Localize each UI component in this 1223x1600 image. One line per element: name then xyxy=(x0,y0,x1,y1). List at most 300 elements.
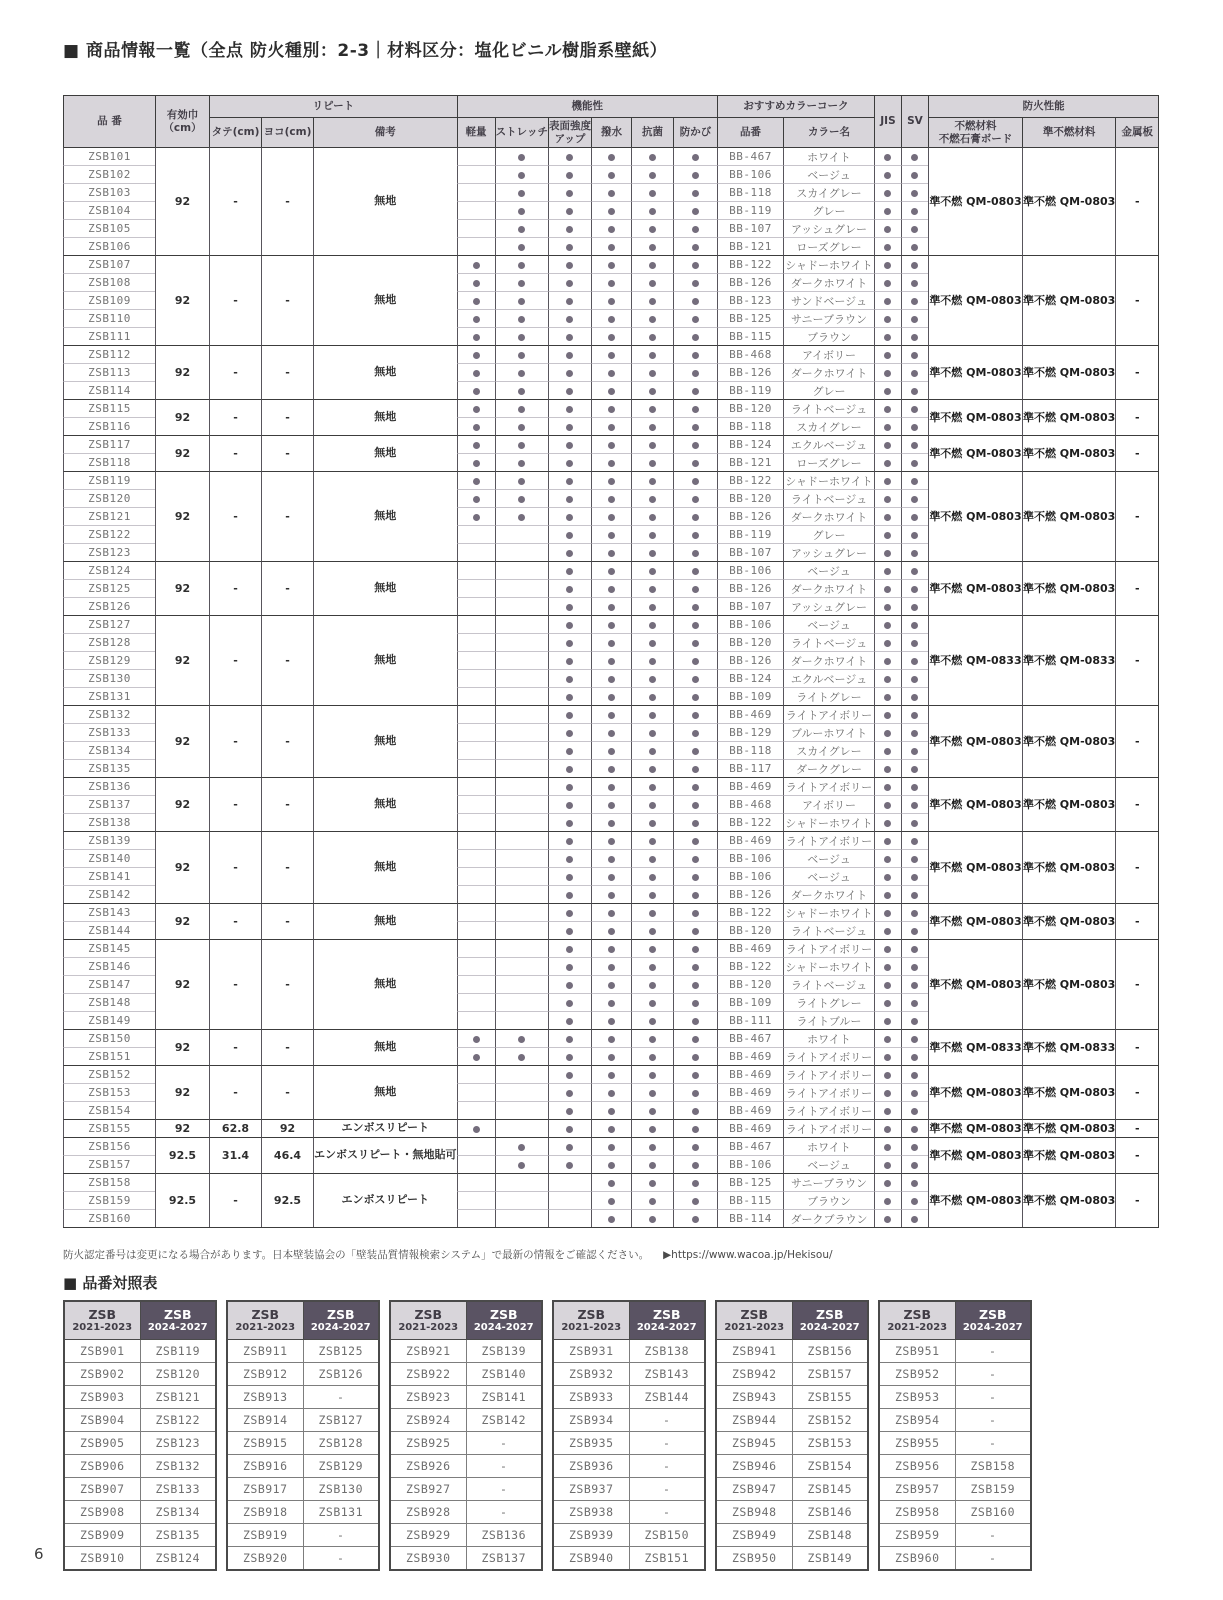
crossref-old-code: ZSB909 xyxy=(64,1524,140,1547)
feature-cell xyxy=(495,507,548,525)
feature-cell xyxy=(591,741,631,759)
feature-cell xyxy=(495,993,548,1011)
product-code-cell: ZSB140 xyxy=(63,849,155,867)
remarks-cell: 無地 xyxy=(313,471,457,561)
feature-dot xyxy=(692,1180,699,1187)
sv-cell xyxy=(901,435,928,453)
caulk-color-name-cell: アイボリー xyxy=(783,345,874,363)
feature-cell xyxy=(673,939,717,957)
crossref-new-code: ZSB145 xyxy=(792,1478,868,1501)
crossref-row xyxy=(879,1432,1031,1455)
feature-dot xyxy=(649,532,656,539)
feature-dot xyxy=(649,694,656,701)
effective-width-cell: 92 xyxy=(155,435,209,471)
product-code-cell: ZSB136 xyxy=(63,777,155,795)
crossref-header-new: ZSB 2024-2027 xyxy=(466,1301,542,1340)
sv-cell xyxy=(901,309,928,327)
hekisou-link[interactable]: ▶https://www.wacoa.jp/Hekisou/ xyxy=(663,1249,833,1261)
feature-cell xyxy=(673,1191,717,1209)
sv-cell xyxy=(901,1155,928,1173)
feature-dot xyxy=(692,1144,699,1151)
feature-dot xyxy=(649,622,656,629)
sv-cell xyxy=(901,687,928,705)
feature-dot xyxy=(692,316,699,323)
feature-cell xyxy=(673,147,717,165)
feature-dot xyxy=(649,550,656,557)
repeat-vertical-cell: - xyxy=(209,399,261,435)
crossref-row xyxy=(227,1501,379,1524)
jis-cell xyxy=(874,669,901,687)
effective-width-cell: 92 xyxy=(155,345,209,399)
feature-dot xyxy=(566,172,573,179)
crossref-header-old-line1: ZSB xyxy=(903,1307,932,1322)
feature-cell xyxy=(673,1137,717,1155)
product-code-cell: ZSB155 xyxy=(63,1119,155,1137)
feature-cell xyxy=(591,993,631,1011)
feature-cell xyxy=(591,147,631,165)
feature-dot xyxy=(566,226,573,233)
feature-dot xyxy=(692,622,699,629)
feature-cell xyxy=(548,507,591,525)
jis-dot xyxy=(884,838,891,845)
repeat-horizontal-cell: - xyxy=(261,705,313,777)
feature-cell xyxy=(673,435,717,453)
sv-dot xyxy=(911,1180,918,1187)
jis-cell xyxy=(874,975,901,993)
product-code-cell: ZSB107 xyxy=(63,255,155,273)
feature-dot xyxy=(518,1144,525,1151)
feature-cell xyxy=(495,1137,548,1155)
jis-cell xyxy=(874,579,901,597)
jis-dot xyxy=(884,784,891,791)
jis-dot xyxy=(884,1054,891,1061)
feature-cell xyxy=(495,831,548,849)
jis-cell xyxy=(874,597,901,615)
feature-dot xyxy=(518,388,525,395)
crossref-header-old-line1: ZSB xyxy=(88,1307,117,1322)
product-code-cell: ZSB143 xyxy=(63,903,155,921)
feature-cell xyxy=(495,327,548,345)
feature-dot xyxy=(566,892,573,899)
feature-cell xyxy=(673,633,717,651)
sv-cell xyxy=(901,1101,928,1119)
fire-noncombustible-cell: 準不燃 QM-0803 xyxy=(928,435,1022,471)
sv-dot xyxy=(911,910,918,917)
crossref-row xyxy=(716,1524,868,1547)
feature-cell xyxy=(495,687,548,705)
sv-dot xyxy=(911,190,918,197)
product-code-cell: ZSB122 xyxy=(63,525,155,543)
feature-dot xyxy=(649,838,656,845)
feature-dot xyxy=(518,1036,525,1043)
crossref-row xyxy=(879,1478,1031,1501)
caulk-code-cell: BB-469 xyxy=(717,777,783,795)
feature-cell xyxy=(673,273,717,291)
feature-cell xyxy=(591,309,631,327)
feature-dot xyxy=(473,262,480,269)
feature-cell xyxy=(631,795,673,813)
repeat-horizontal-cell: - xyxy=(261,345,313,399)
jis-cell xyxy=(874,1155,901,1173)
caulk-code-cell: BB-124 xyxy=(717,669,783,687)
feature-cell xyxy=(495,777,548,795)
feature-cell xyxy=(495,741,548,759)
caulk-color-name-cell: ホワイト xyxy=(783,1029,874,1047)
feature-cell xyxy=(548,903,591,921)
feature-dot xyxy=(649,964,656,971)
feature-cell xyxy=(631,777,673,795)
feature-cell xyxy=(631,273,673,291)
feature-cell xyxy=(631,363,673,381)
jis-dot xyxy=(884,676,891,683)
feature-cell xyxy=(495,759,548,777)
jis-dot xyxy=(884,334,891,341)
crossref-new-code: ZSB149 xyxy=(792,1547,868,1571)
feature-dot xyxy=(566,640,573,647)
feature-cell xyxy=(673,363,717,381)
feature-cell xyxy=(631,831,673,849)
feature-dot xyxy=(608,298,615,305)
jis-dot xyxy=(884,280,891,287)
crossref-row xyxy=(390,1455,542,1478)
feature-cell xyxy=(457,687,495,705)
feature-dot xyxy=(649,712,656,719)
product-row xyxy=(63,471,1158,489)
caulk-color-name-cell: ライトベージュ xyxy=(783,489,874,507)
feature-dot xyxy=(692,1054,699,1061)
crossref-row xyxy=(227,1363,379,1386)
feature-cell xyxy=(495,237,548,255)
sv-cell xyxy=(901,381,928,399)
feature-cell xyxy=(548,795,591,813)
feature-cell xyxy=(591,1173,631,1191)
crossref-header-old-line1: ZSB xyxy=(740,1307,769,1322)
feature-dot xyxy=(692,226,699,233)
caulk-code-cell: BB-129 xyxy=(717,723,783,741)
jis-dot xyxy=(884,874,891,881)
crossref-old-code: ZSB943 xyxy=(716,1386,792,1409)
feature-dot xyxy=(608,370,615,377)
feature-cell xyxy=(591,705,631,723)
crossref-old-code: ZSB942 xyxy=(716,1363,792,1386)
effective-width-cell: 92 xyxy=(155,903,209,939)
caulk-color-name-cell: ライトアイボリー xyxy=(783,1101,874,1119)
feature-cell xyxy=(495,597,548,615)
product-row xyxy=(63,1137,1158,1155)
effective-width-cell: 92 xyxy=(155,831,209,903)
feature-cell xyxy=(457,525,495,543)
feature-cell xyxy=(591,1155,631,1173)
product-code-cell: ZSB153 xyxy=(63,1083,155,1101)
product-code-cell: ZSB128 xyxy=(63,633,155,651)
fire-cert-footnote xyxy=(63,1247,833,1262)
sv-cell xyxy=(901,1083,928,1101)
feature-cell xyxy=(591,1137,631,1155)
feature-cell xyxy=(548,525,591,543)
jis-dot xyxy=(884,370,891,377)
fire-quasi-noncombustible-cell: 準不燃 QM-0803 xyxy=(1022,831,1115,903)
caulk-code-cell: BB-106 xyxy=(717,849,783,867)
caulk-code-cell: BB-469 xyxy=(717,1083,783,1101)
jis-dot xyxy=(884,910,891,917)
jis-cell xyxy=(874,525,901,543)
feature-cell xyxy=(673,849,717,867)
fire-metal-plate-cell: - xyxy=(1115,399,1158,435)
product-info-title: ■ 商品情報一覧（全点 防火種別：2-3｜材料区分：塩化ビニル樹脂系壁紙） xyxy=(63,41,668,61)
caulk-color-name-cell: ライトブルー xyxy=(783,1011,874,1029)
feature-cell xyxy=(673,471,717,489)
jis-cell xyxy=(874,741,901,759)
effective-width-cell: 92 xyxy=(155,255,209,345)
crossref-table xyxy=(878,1300,1032,1571)
feature-cell xyxy=(631,327,673,345)
caulk-color-name-cell: アッシュグレー xyxy=(783,219,874,237)
crossref-old-code: ZSB907 xyxy=(64,1478,140,1501)
sv-dot xyxy=(911,802,918,809)
feature-dot xyxy=(566,568,573,575)
jis-cell xyxy=(874,309,901,327)
feature-dot xyxy=(608,1216,615,1223)
caulk-color-name-cell: ホワイト xyxy=(783,1137,874,1155)
crossref-row xyxy=(553,1478,705,1501)
crossref-old-code: ZSB903 xyxy=(64,1386,140,1409)
feature-dot xyxy=(649,1054,656,1061)
sv-dot xyxy=(911,658,918,665)
crossref-old-code: ZSB921 xyxy=(390,1340,466,1363)
feature-cell xyxy=(495,489,548,507)
repeat-horizontal-cell: - xyxy=(261,147,313,255)
fire-metal-plate-cell: - xyxy=(1115,1029,1158,1065)
feature-cell xyxy=(673,957,717,975)
crossref-new-code: - xyxy=(303,1547,379,1571)
crossref-row xyxy=(716,1432,868,1455)
crossref-old-code: ZSB910 xyxy=(64,1547,140,1571)
crossref-row xyxy=(227,1340,379,1363)
caulk-code-cell: BB-119 xyxy=(717,525,783,543)
effective-width-cell: 92 xyxy=(155,399,209,435)
feature-dot xyxy=(473,388,480,395)
feature-cell xyxy=(457,885,495,903)
feature-cell xyxy=(631,1119,673,1137)
crossref-row xyxy=(553,1432,705,1455)
sv-dot xyxy=(911,532,918,539)
sv-cell xyxy=(901,1029,928,1047)
jis-cell xyxy=(874,1047,901,1065)
feature-cell xyxy=(673,507,717,525)
sv-dot xyxy=(911,244,918,251)
repeat-vertical-cell: - xyxy=(209,831,261,903)
sv-dot xyxy=(911,694,918,701)
feature-dot xyxy=(608,1072,615,1079)
jis-dot xyxy=(884,856,891,863)
product-row xyxy=(63,435,1158,453)
caulk-code-cell: BB-469 xyxy=(717,1119,783,1137)
feature-dot xyxy=(608,460,615,467)
crossref-new-code: ZSB137 xyxy=(466,1547,542,1571)
fire-noncombustible-cell: 準不燃 QM-0803 xyxy=(928,1065,1022,1119)
jis-cell xyxy=(874,705,901,723)
crossref-row xyxy=(227,1547,379,1571)
caulk-code-cell: BB-469 xyxy=(717,1101,783,1119)
crossref-old-code: ZSB934 xyxy=(553,1409,629,1432)
feature-cell xyxy=(548,147,591,165)
feature-cell xyxy=(591,273,631,291)
caulk-code-cell: BB-469 xyxy=(717,1047,783,1065)
feature-dot xyxy=(566,874,573,881)
feature-dot xyxy=(518,442,525,449)
feature-cell xyxy=(495,201,548,219)
feature-cell xyxy=(673,1083,717,1101)
feature-cell xyxy=(548,1047,591,1065)
feature-cell xyxy=(631,543,673,561)
product-code-cell: ZSB116 xyxy=(63,417,155,435)
sv-dot xyxy=(911,460,918,467)
feature-cell xyxy=(673,1155,717,1173)
caulk-color-name-cell: ダークホワイト xyxy=(783,507,874,525)
sv-cell xyxy=(901,831,928,849)
crossref-new-code: ZSB135 xyxy=(140,1524,216,1547)
feature-dot xyxy=(649,442,656,449)
feature-cell xyxy=(495,921,548,939)
sv-dot xyxy=(911,1216,918,1223)
feature-cell xyxy=(673,615,717,633)
feature-cell xyxy=(591,435,631,453)
crossref-header-row xyxy=(64,1301,216,1340)
caulk-color-name-cell: ライトアイボリー xyxy=(783,1119,874,1137)
feature-cell xyxy=(673,975,717,993)
feature-cell xyxy=(495,975,548,993)
sv-cell xyxy=(901,867,928,885)
repeat-horizontal-cell: - xyxy=(261,939,313,1029)
sv-cell xyxy=(901,1119,928,1137)
feature-cell xyxy=(631,975,673,993)
feature-dot xyxy=(608,1090,615,1097)
feature-cell xyxy=(457,201,495,219)
fire-noncombustible-cell: 準不燃 QM-0803 xyxy=(928,831,1022,903)
feature-cell xyxy=(457,633,495,651)
feature-dot xyxy=(566,676,573,683)
feature-cell xyxy=(591,327,631,345)
caulk-color-name-cell: エクルベージュ xyxy=(783,669,874,687)
crossref-row xyxy=(390,1432,542,1455)
feature-dot xyxy=(566,334,573,341)
feature-dot xyxy=(649,514,656,521)
sv-dot xyxy=(911,172,918,179)
sv-cell xyxy=(901,597,928,615)
feature-cell xyxy=(457,741,495,759)
caulk-code-cell: BB-122 xyxy=(717,813,783,831)
feature-dot xyxy=(649,370,656,377)
feature-cell xyxy=(591,723,631,741)
feature-dot xyxy=(692,568,699,575)
feature-cell xyxy=(457,1065,495,1083)
feature-dot xyxy=(649,892,656,899)
repeat-horizontal-cell: 92.5 xyxy=(261,1173,313,1227)
feature-cell xyxy=(673,669,717,687)
feature-cell xyxy=(457,651,495,669)
feature-dot xyxy=(649,1180,656,1187)
caulk-color-name-cell: スカイグレー xyxy=(783,183,874,201)
feature-cell xyxy=(591,1065,631,1083)
sv-cell xyxy=(901,219,928,237)
feature-dot xyxy=(692,478,699,485)
feature-dot xyxy=(608,208,615,215)
feature-dot xyxy=(692,370,699,377)
col-header-noncombustible: 不燃材料 不燃石膏ボード xyxy=(928,117,1022,147)
product-code-cell: ZSB132 xyxy=(63,705,155,723)
crossref-new-code: ZSB127 xyxy=(303,1409,379,1432)
product-code-cell: ZSB129 xyxy=(63,651,155,669)
sv-cell xyxy=(901,957,928,975)
sv-cell xyxy=(901,741,928,759)
feature-cell xyxy=(548,867,591,885)
feature-dot xyxy=(692,298,699,305)
feature-dot xyxy=(566,1144,573,1151)
crossref-row xyxy=(716,1363,868,1386)
caulk-color-name-cell: シャドーホワイト xyxy=(783,903,874,921)
caulk-code-cell: BB-120 xyxy=(717,975,783,993)
feature-dot xyxy=(692,1018,699,1025)
feature-cell xyxy=(457,363,495,381)
feature-dot xyxy=(649,406,656,413)
feature-cell xyxy=(548,363,591,381)
crossref-old-code: ZSB901 xyxy=(64,1340,140,1363)
feature-dot xyxy=(692,460,699,467)
crossref-new-code: ZSB146 xyxy=(792,1501,868,1524)
feature-cell xyxy=(457,759,495,777)
fire-quasi-noncombustible-cell: 準不燃 QM-0803 xyxy=(1022,147,1115,255)
jis-cell xyxy=(874,237,901,255)
product-code-cell: ZSB151 xyxy=(63,1047,155,1065)
feature-cell xyxy=(631,1209,673,1227)
feature-dot xyxy=(566,658,573,665)
feature-dot xyxy=(649,244,656,251)
feature-cell xyxy=(495,867,548,885)
feature-dot xyxy=(608,964,615,971)
feature-cell xyxy=(673,1209,717,1227)
crossref-old-code: ZSB922 xyxy=(390,1363,466,1386)
caulk-color-name-cell: エクルベージュ xyxy=(783,435,874,453)
feature-cell xyxy=(631,345,673,363)
feature-dot xyxy=(566,766,573,773)
feature-dot xyxy=(692,586,699,593)
remarks-cell: 無地 xyxy=(313,345,457,399)
feature-dot xyxy=(566,1162,573,1169)
feature-cell xyxy=(495,1101,548,1119)
feature-cell xyxy=(457,471,495,489)
feature-dot xyxy=(608,838,615,845)
feature-dot xyxy=(692,892,699,899)
product-row xyxy=(63,147,1158,165)
crossref-old-code: ZSB912 xyxy=(227,1363,303,1386)
crossref-old-code: ZSB908 xyxy=(64,1501,140,1524)
jis-dot xyxy=(884,1162,891,1169)
feature-cell xyxy=(548,1173,591,1191)
feature-cell xyxy=(548,489,591,507)
feature-cell xyxy=(457,219,495,237)
crossref-new-code: ZSB158 xyxy=(955,1455,1031,1478)
feature-dot xyxy=(692,982,699,989)
caulk-code-cell: BB-469 xyxy=(717,831,783,849)
caulk-color-name-cell: ダークグレー xyxy=(783,759,874,777)
remarks-cell: 無地 xyxy=(313,777,457,831)
crossref-row xyxy=(553,1524,705,1547)
feature-dot xyxy=(566,388,573,395)
caulk-code-cell: BB-122 xyxy=(717,903,783,921)
col-header-stretch: ストレッチ xyxy=(495,117,548,147)
table-header xyxy=(63,95,1158,147)
feature-dot xyxy=(566,748,573,755)
